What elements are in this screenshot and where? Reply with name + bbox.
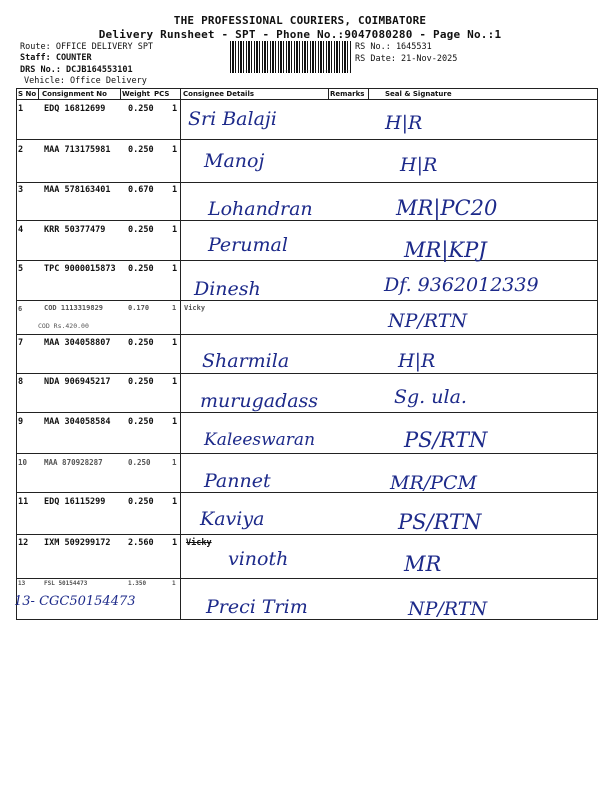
- col-header-pcs: PCS: [154, 90, 170, 98]
- row-11-consignment: EDQ 16115299: [44, 497, 106, 507]
- row-12-sno: 12: [18, 538, 29, 548]
- row-11-handwritten-seal: PS/RTN: [398, 510, 482, 534]
- col-header-sno: S No: [18, 90, 37, 98]
- row-1-handwritten-seal: H|R: [385, 112, 423, 134]
- row-10-weight: 0.250: [128, 458, 151, 467]
- row-8-pcs: 1: [172, 377, 178, 387]
- row-1-consignment: EDQ 16812699: [44, 104, 106, 114]
- row-3-handwritten-name: Lohandran: [208, 198, 313, 220]
- row-separator: [16, 139, 598, 140]
- row-11-weight: 0.250: [128, 497, 154, 507]
- row-4-weight: 0.250: [128, 225, 154, 235]
- vehicle-label: Vehicle: Office Delivery: [24, 76, 147, 86]
- row-10-pcs: 1: [172, 458, 177, 467]
- row-3-pcs: 1: [172, 185, 178, 195]
- row-5-weight: 0.250: [128, 264, 154, 274]
- row-13-handwritten-consignment: 13- CGC50154473: [14, 594, 136, 609]
- row-4-sno: 4: [18, 225, 24, 235]
- row-9-consignment: MAA 304058584: [44, 417, 111, 427]
- row-2-consignment: MAA 713175981: [44, 145, 111, 155]
- row-3-sno: 3: [18, 185, 24, 195]
- row-13-handwritten-name: Preci Trim: [206, 596, 308, 618]
- col-divider: [368, 88, 369, 99]
- row-7-sno: 7: [18, 338, 24, 348]
- row-2-handwritten-name: Manoj: [204, 150, 265, 172]
- row-separator: [16, 300, 598, 301]
- row-4-pcs: 1: [172, 225, 178, 235]
- row-4-consignment: KRR 50377479: [44, 225, 106, 235]
- barcode: [230, 41, 352, 73]
- row-10-sno: 10: [18, 458, 28, 467]
- table-top-border: [16, 88, 598, 89]
- drs-number: DRS No.: DCJB164553101: [20, 65, 133, 75]
- page-title: THE PROFESSIONAL COURIERS, COIMBATORE: [173, 14, 427, 27]
- col-divider: [38, 88, 39, 99]
- table-left-border: [16, 88, 17, 620]
- route-label: Route: OFFICE DELIVERY SPT: [20, 42, 154, 52]
- col-header-remarks: Remarks: [330, 90, 365, 98]
- col-header-seal: Seal & Signature: [385, 90, 452, 98]
- row-3-handwritten-seal: MR|PC20: [396, 196, 498, 220]
- row-12-pcs: 1: [172, 538, 178, 548]
- row-13-handwritten-seal: NP/RTN: [408, 598, 488, 620]
- row-1-handwritten-name: Sri Balaji: [188, 108, 277, 130]
- row-7-consignment: MAA 304058807: [44, 338, 111, 348]
- row-12-handwritten-seal: MR: [404, 552, 442, 576]
- row-5-sno: 5: [18, 264, 24, 274]
- row-12-weight: 2.560: [128, 538, 154, 548]
- row-separator: [16, 220, 598, 221]
- row-6-sno: 6: [18, 305, 23, 313]
- row-3-consignment: MAA 578163401: [44, 185, 111, 195]
- row-6-consignee: Vicky: [184, 304, 206, 312]
- row-separator: [16, 182, 598, 183]
- row-5-consignment: TPC 9000015873: [44, 264, 116, 274]
- row-6-weight: 0.170: [128, 304, 150, 312]
- row-13-pcs: 1: [172, 580, 176, 587]
- page-subtitle: Delivery Runsheet - SPT - Phone No.:9047080280 - Page No.:1: [98, 28, 502, 41]
- row-4-handwritten-seal: MR|KPJ: [404, 238, 487, 262]
- row-9-weight: 0.250: [128, 417, 154, 427]
- row-4-handwritten-name: Perumal: [208, 234, 288, 256]
- row-12-consignment: IXM 509299172: [44, 538, 111, 548]
- row-6-pcs: 1: [172, 304, 177, 312]
- row-separator: [16, 373, 598, 374]
- table-header-border: [16, 99, 598, 100]
- table-right-border: [597, 88, 598, 620]
- staff-label: Staff: COUNTER: [20, 53, 92, 63]
- row-7-pcs: 1: [172, 338, 178, 348]
- table-bottom-border: [16, 619, 598, 620]
- row-9-sno: 9: [18, 417, 24, 427]
- row-9-pcs: 1: [172, 417, 178, 427]
- row-separator: [16, 334, 598, 335]
- row-2-handwritten-seal: H|R: [400, 154, 438, 176]
- row-1-sno: 1: [18, 104, 24, 114]
- row-separator: [16, 260, 598, 261]
- row-9-handwritten-name: Kaleeswaran: [204, 430, 316, 450]
- row-13-weight: 1.350: [128, 580, 147, 587]
- col-divider: [328, 88, 329, 99]
- row-separator: [16, 453, 598, 454]
- row-12-consignee: Vicky: [186, 538, 212, 548]
- col-header-weight: Weight: [122, 90, 150, 98]
- row-3-weight: 0.670: [128, 185, 154, 195]
- row-11-handwritten-name: Kaviya: [200, 508, 265, 530]
- row-8-weight: 0.250: [128, 377, 154, 387]
- row-6-consignment: COD 1113319829: [44, 304, 104, 312]
- row-2-weight: 0.250: [128, 145, 154, 155]
- rs-date: RS Date: 21-Nov-2025: [355, 54, 458, 64]
- row-5-handwritten-seal: Df. 9362012339: [384, 274, 539, 296]
- row-7-handwritten-name: Sharmila: [202, 350, 290, 372]
- row-10-handwritten-name: Pannet: [204, 470, 271, 492]
- row-12-handwritten-name: vinoth: [228, 548, 289, 570]
- col-header-consignment: Consignment No: [42, 90, 107, 98]
- row-separator: [16, 412, 598, 413]
- row-9-handwritten-seal: PS/RTN: [404, 428, 488, 452]
- row-7-handwritten-seal: H|R: [398, 350, 436, 372]
- rs-number: RS No.: 1645531: [355, 42, 432, 52]
- row-separator: [16, 578, 598, 579]
- row-8-consignment: NDA 906945217: [44, 377, 111, 387]
- row-separator: [16, 492, 598, 493]
- row-6-handwritten-seal: NP/RTN: [388, 310, 468, 332]
- row-13-sno: 13: [18, 580, 26, 587]
- row-13-consignment: FSL 50154473: [44, 580, 88, 587]
- row-6-cod-amount: COD Rs.420.00: [38, 322, 89, 330]
- row-1-weight: 0.250: [128, 104, 154, 114]
- row-10-consignment: MAA 870928287: [44, 458, 103, 467]
- row-11-pcs: 1: [172, 497, 178, 507]
- row-11-sno: 11: [18, 497, 29, 507]
- row-1-pcs: 1: [172, 104, 178, 114]
- col-divider: [120, 88, 121, 99]
- row-7-weight: 0.250: [128, 338, 154, 348]
- row-10-handwritten-seal: MR/PCM: [390, 472, 477, 494]
- row-8-handwritten-seal: Sg. ula.: [394, 386, 467, 408]
- row-8-sno: 8: [18, 377, 24, 387]
- row-separator: [16, 534, 598, 535]
- row-8-handwritten-name: murugadass: [200, 390, 319, 412]
- row-5-handwritten-name: Dinesh: [194, 278, 261, 300]
- row-2-pcs: 1: [172, 145, 178, 155]
- row-2-sno: 2: [18, 145, 24, 155]
- col-header-consignee: Consignee Details: [183, 90, 255, 98]
- row-5-pcs: 1: [172, 264, 178, 274]
- col-divider: [180, 88, 181, 620]
